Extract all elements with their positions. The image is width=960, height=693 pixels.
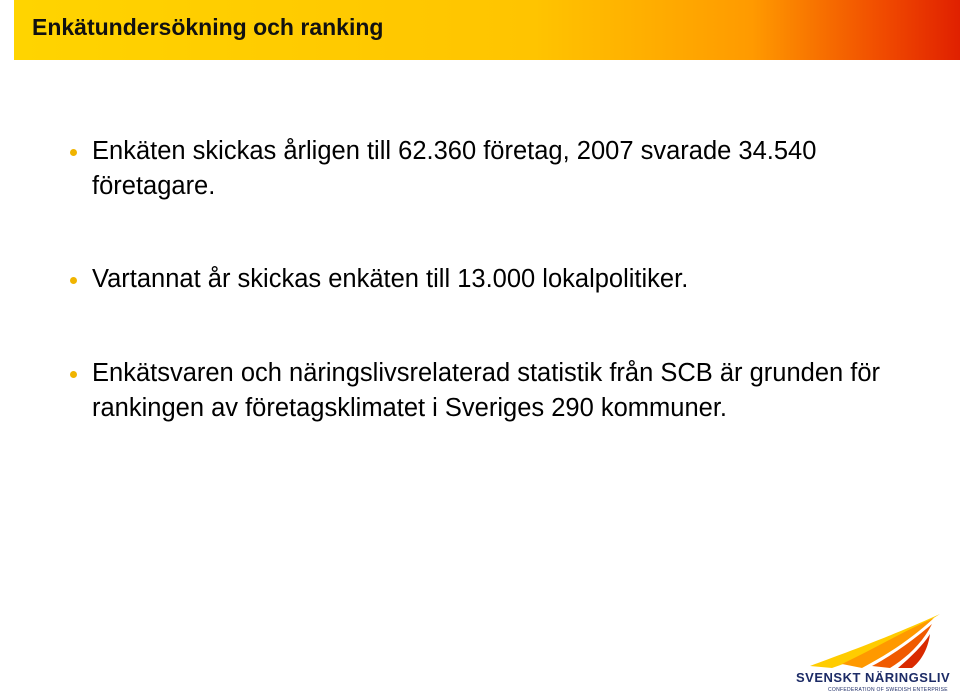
bullet-icon [70, 149, 77, 156]
bullet-icon [70, 277, 77, 284]
bullet-item [92, 134, 932, 204]
bullet-text: Enkäten skickas årligen till 62.360 företag, 2007 svarade 34.540 företagare. [92, 137, 817, 200]
logo-sub-text: CONFEDERATION OF SWEDISH ENTERPRISE [828, 687, 948, 693]
title-bar [14, 0, 960, 60]
flame-swoosh-icon [802, 610, 942, 670]
bullet-text: Enkätsvaren och näringslivsrelaterad statistik från SCB är grunden för rankingen av företagsklimatet i Sveriges 290 kommuner. [92, 359, 881, 422]
bullet-item [92, 262, 932, 297]
bullet-text: Vartannat år skickas enkäten till 13.000 lokalpolitiker. [92, 265, 689, 293]
page-title: Enkätundersökning och ranking [32, 14, 384, 40]
bullet-icon [70, 371, 77, 378]
company-logo [780, 610, 960, 693]
bullet-item [92, 356, 932, 426]
logo-brand-text: SVENSKT NÄRINGSLIV [796, 670, 951, 685]
